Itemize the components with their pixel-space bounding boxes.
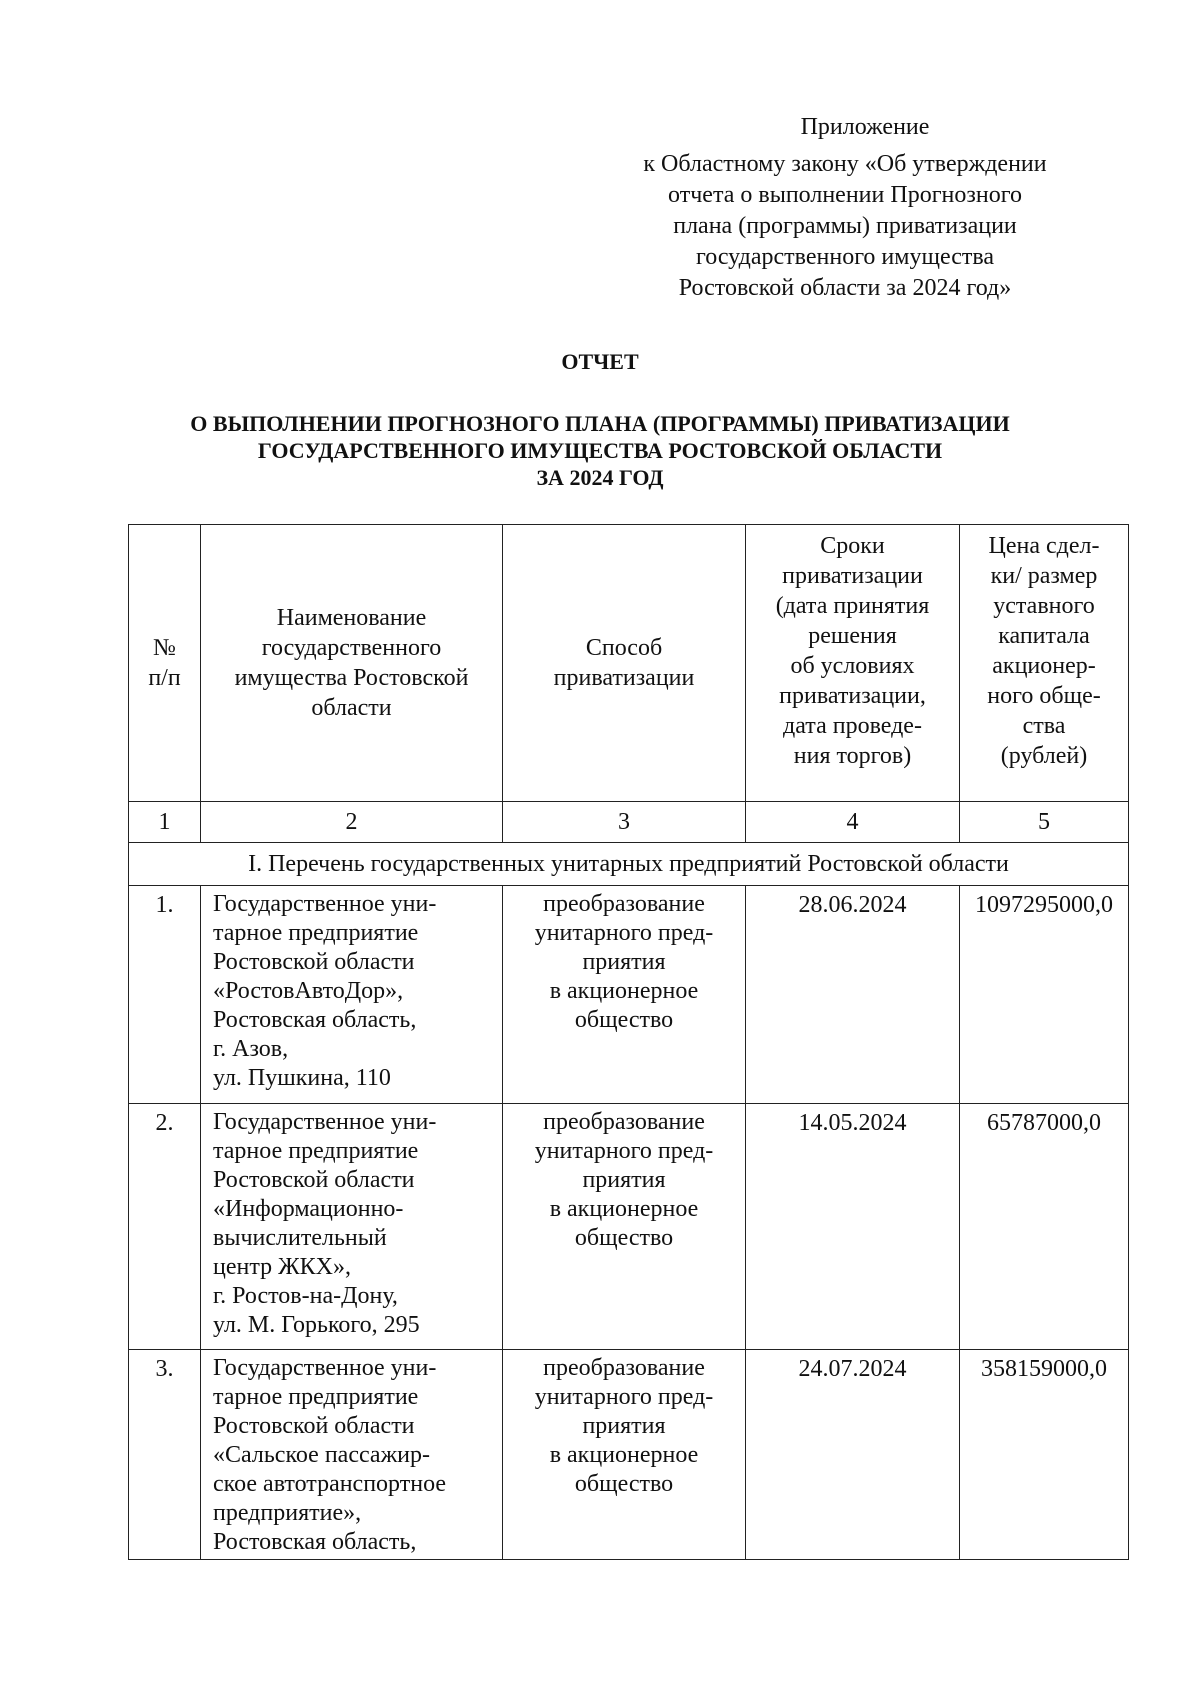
annex-line: Ростовской области за 2024 год» [678,275,1012,301]
row-number: 1. [129,886,201,1104]
column-number: 4 [746,802,960,843]
annex-block [600,112,1090,304]
table-header-row [129,525,1129,802]
annex-line: плана (программы) приватизации [673,213,1017,239]
report-subtitle-line: ГОСУДАРСТВЕННОГО ИМУЩЕСТВА РОСТОВСКОЙ ОБЛАСТИ [257,438,943,463]
row-number: 3. [129,1350,201,1560]
row-method [503,1350,746,1560]
row-property-name-text: Государственное уни- тарное предприятие Ростовской области «Информационно- вычислительный центр ЖКХ», г. Ростов-на-Дону, ул. М. Горького, 295 [213,1109,437,1338]
report-subtitle-line: О ВЫПОЛНЕНИИ ПРОГНОЗНОГО ПЛАНА (ПРОГРАММЫ) ПРИВАТИЗАЦИИ [190,411,1010,436]
row-number: 2. [129,1104,201,1350]
row-price: 65787000,0 [960,1104,1129,1350]
row-price: 1097295000,0 [960,886,1129,1104]
annex-line: к Областному закону «Об утверждении [643,151,1047,177]
row-property-name-text: Государственное уни- тарное предприятие Ростовской области «Сальское пассажир- ское автотранспортное предприятие», Ростовская область, [213,1355,447,1555]
report-subtitle-line: ЗА 2024 ГОД [536,465,664,490]
table-row [129,1350,1129,1560]
column-number: 3 [503,802,746,843]
row-date: 14.05.2024 [746,1104,960,1350]
row-price: 358159000,0 [960,1350,1129,1560]
report-title: ОТЧЕТ [561,349,639,374]
header-method [503,525,746,802]
row-date: 28.06.2024 [746,886,960,1104]
header-property-name-text: Наименование государственного имущества Ростовской области [234,605,469,721]
header-number [129,525,201,802]
privatization-table [128,524,1129,1560]
section-title: I. Перечень государственных унитарных предприятий Ростовской области [129,843,1129,886]
column-numbers-row [129,802,1129,843]
report-subtitle [100,410,1100,491]
row-method-text: преобразование унитарного пред- приятия в акционерное общество [534,1109,714,1251]
header-dates [746,525,960,802]
column-number: 5 [960,802,1129,843]
row-property-name [201,1350,503,1560]
row-method [503,886,746,1104]
table-row [129,1104,1129,1350]
row-property-name [201,1104,503,1350]
row-method-text: преобразование унитарного пред- приятия в акционерное общество [534,1355,714,1497]
row-property-name-text: Государственное уни- тарное предприятие Ростовской области «РостовАвтоДор», Ростовская область, г. Азов, ул. Пушкина, 110 [213,891,437,1091]
column-number: 1 [129,802,201,843]
header-method-text: Способ приватизации [553,635,695,691]
section-row [129,843,1129,886]
header-dates-text: Сроки приватизации (дата принятия решения об условиях приватизации, дата проведе- ния торгов) [775,533,930,769]
header-number-text: № п/п [148,635,181,691]
row-method [503,1104,746,1350]
table-row [129,886,1129,1104]
column-number: 2 [201,802,503,843]
header-price [960,525,1129,802]
annex-heading: Приложение [800,114,930,140]
header-property-name [201,525,503,802]
annex-line: государственного имущества [695,244,995,270]
row-property-name [201,886,503,1104]
row-date: 24.07.2024 [746,1350,960,1560]
row-method-text: преобразование унитарного пред- приятия в акционерное общество [534,891,714,1033]
annex-line: отчета о выполнении Прогнозного [668,182,1022,208]
header-price-text: Цена сдел- ки/ размер уставного капитала акционер- ного обще- ства (рублей) [987,533,1101,769]
